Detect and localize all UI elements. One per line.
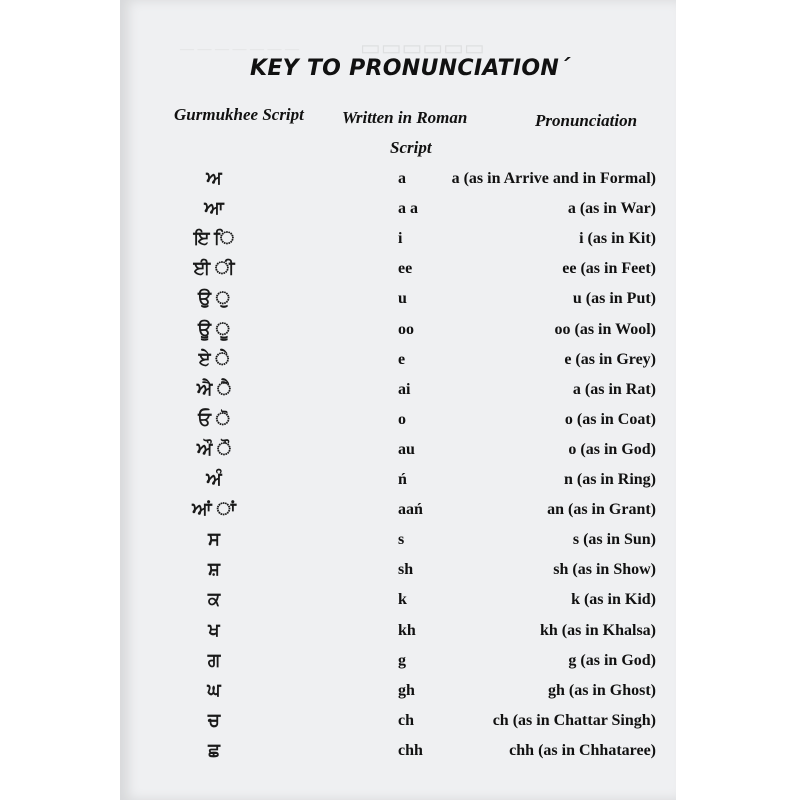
roman-transliteration: i [398, 230, 403, 248]
roman-transliteration: gh [398, 681, 415, 699]
table-row [0, 618, 800, 648]
gurmukhi-letter: ਊ ੂ [198, 318, 230, 340]
gurmukhi-letter: ਉ ੁ [198, 288, 230, 310]
roman-transliteration: chh [398, 741, 423, 759]
table-row [0, 166, 800, 196]
pronunciation-text: gh (as in Ghost) [547, 681, 656, 699]
column-header-pronunciation: Pronunciation [535, 111, 638, 130]
gurmukhi-letter: ਐ ੈ [196, 378, 232, 400]
roman-transliteration: au [398, 440, 415, 458]
roman-transliteration: e [398, 350, 406, 368]
gurmukhi-letter: ਸ਼ [208, 559, 220, 581]
gurmukhi-letter: ਕ [207, 589, 221, 611]
roman-transliteration: g [398, 651, 406, 669]
gurmukhi-letter: ਛ [208, 739, 220, 761]
roman-transliteration: u [398, 290, 407, 308]
table-row [0, 226, 800, 256]
gurmukhi-letter: ਸ [208, 529, 220, 551]
table-row [0, 497, 800, 527]
pronunciation-text: a (as in War) [567, 200, 656, 218]
gurmukhi-letter: ਘ [207, 679, 221, 701]
roman-transliteration: aań [398, 501, 423, 519]
roman-transliteration: o [398, 410, 406, 428]
roman-transliteration: ń [398, 471, 407, 488]
pronunciation-text: g (as in God) [568, 651, 656, 669]
column-header-roman: Written in Roman [342, 108, 468, 127]
roman-transliteration: oo [398, 320, 414, 338]
table-row [0, 557, 800, 587]
pronunciation-text: ch (as in Chattar Singh) [492, 711, 656, 729]
pronunciation-text: a (as in Arrive and in Formal) [451, 170, 656, 187]
bleed-through-decoration: ▭▭▭▭▭▭ [360, 35, 485, 60]
gurmukhi-letter: ਅ [206, 168, 222, 189]
gurmukhi-letter: ਆਂ ਾਂ [192, 499, 236, 521]
page-title: KEY TO PRONUNCIATION´ [250, 56, 571, 81]
gurmukhi-letter: ਖ [208, 619, 220, 641]
table-row [0, 678, 800, 708]
pronunciation-text: k (as in Kid) [571, 591, 656, 609]
roman-transliteration: kh [398, 621, 416, 639]
gurmukhi-letter: ਏ ੇ [198, 348, 230, 370]
table-row [0, 587, 800, 617]
roman-transliteration: ee [398, 260, 413, 278]
gurmukhi-letter: ਅੰ [206, 469, 222, 490]
pronunciation-text: chh (as in Chhataree) [509, 741, 656, 759]
table-row [0, 347, 800, 377]
table-row [0, 317, 800, 347]
gurmukhi-letter: ਚ [207, 709, 221, 731]
table-row [0, 407, 800, 437]
table-row [0, 286, 800, 316]
table-row [0, 648, 800, 678]
gurmukhi-letter: ਈ ੀ [193, 258, 235, 280]
pronunciation-text: o (as in God) [568, 440, 656, 458]
table-row [0, 256, 800, 286]
pronunciation-text: kh (as in Khalsa) [539, 621, 656, 639]
table-row [0, 708, 800, 738]
roman-transliteration: s [398, 531, 405, 549]
roman-transliteration: sh [398, 561, 414, 579]
roman-transliteration: a [398, 170, 406, 187]
pronunciation-text: sh (as in Show) [553, 561, 656, 579]
gurmukhi-letter: ਇ ਿ [193, 228, 235, 250]
gurmukhi-letter: ਆ [204, 198, 224, 220]
pronunciation-text: e (as in Grey) [564, 350, 656, 368]
table-row [0, 196, 800, 226]
roman-transliteration: k [398, 591, 407, 609]
bleed-through-decoration: — — — — — — — [180, 42, 299, 57]
pronunciation-text: i (as in Kit) [579, 230, 656, 248]
pronunciation-text: n (as in Ring) [563, 471, 656, 488]
pronunciation-text: u (as in Put) [572, 290, 656, 308]
gurmukhi-letter: ਔ ੌ [196, 438, 232, 460]
column-header-roman-line2: Script [390, 138, 432, 157]
roman-transliteration: ch [398, 711, 414, 729]
pronunciation-text: o (as in Coat) [564, 410, 656, 428]
pronunciation-text: a (as in Rat) [572, 380, 656, 398]
table-row [0, 377, 800, 407]
pronunciation-text: an (as in Grant) [547, 501, 656, 519]
roman-transliteration: ai [398, 380, 411, 398]
table-row [0, 738, 800, 768]
gurmukhi-letter: ਓ ੋ [198, 408, 230, 430]
table-row [0, 467, 800, 497]
pronunciation-text: ee (as in Feet) [562, 260, 656, 278]
pronunciation-text: s (as in Sun) [572, 531, 656, 549]
table-row [0, 437, 800, 467]
column-header-script: Gurmukhee Script [174, 105, 304, 124]
table-row [0, 527, 800, 557]
pronunciation-text: oo (as in Wool) [554, 320, 656, 338]
roman-transliteration: a a [398, 200, 418, 218]
gurmukhi-letter: ਗ [207, 649, 221, 671]
